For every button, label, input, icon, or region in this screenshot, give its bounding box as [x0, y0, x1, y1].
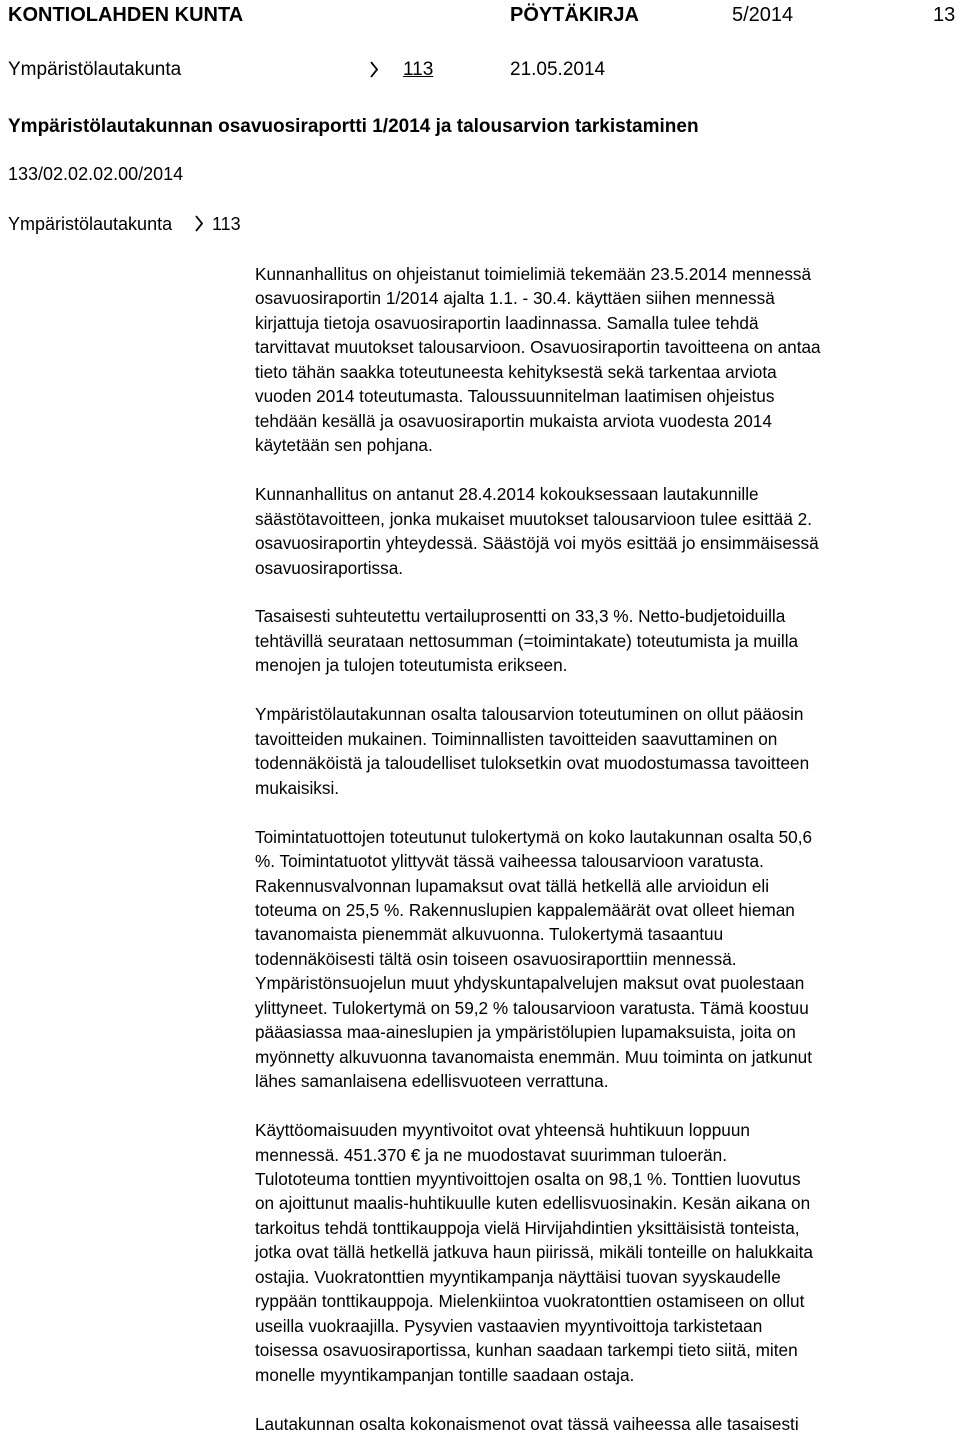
body-line: mennessä. 451.370 € ja ne muodostavat suurimman tuloerän.	[255, 1144, 727, 1165]
body-line: Tulototeuma tonttien myyntivoittojen osalta on 98,1 %. Tonttien luovutus	[255, 1169, 801, 1190]
body-line: Toimintatuottojen toteutunut tulokertymä on koko lautakunnan osalta 50,6	[255, 826, 813, 847]
board-line	[8, 213, 268, 235]
body-line: tarvittavat muutokset talousarvioon. Osavuosiraportin tavoitteena on antaa	[255, 337, 821, 358]
body-line: useilla vuokraajilla. Pysyvien vastaavien myyntivoittoja tarkistetaan	[255, 1315, 763, 1336]
page-number: 13	[933, 4, 956, 26]
body-line: mukaisiksi.	[255, 777, 340, 798]
body-line: toisessa osavuosiraportissa, kunhan saadaan tarkempi tieto siitä, miten	[255, 1340, 798, 1361]
body-line: toteuma on 25,5 %. Rakennuslupien kappalemäärät ovat olleet hieman	[255, 899, 795, 920]
body-line: lähes samanlaisena edellisvuoteen verrattuna.	[255, 1071, 609, 1092]
doc-type: PÖYTÄKIRJA	[510, 4, 639, 26]
body-line: tehtävillä seurataan nettosumman (=toimintakate) toteutumista ja muilla	[255, 630, 799, 651]
body-line: Kunnanhallitus on ohjeistanut toimielimiä tekemään 23.5.2014 mennessä	[255, 264, 812, 284]
body-line: %. Toimintatuotot ylittyvät tässä vaiheessa talousarvioon varatusta.	[255, 851, 764, 872]
document-title: Ympäristölautakunnan osavuosiraportti 1/2014 ja talousarvion tarkistaminen	[8, 116, 699, 137]
body-line: tavoitteiden mukainen. Toiminnallisten tavoitteiden saavuttaminen on	[255, 728, 778, 749]
body-line: monelle myyntikampanjan tontille saadaan ostaja.	[255, 1364, 635, 1385]
body-line: kirjattuja tietoja osavuosiraportin laadinnassa. Samalla tulee tehdä	[255, 312, 759, 333]
section-marker	[370, 59, 460, 81]
body-line: myönnetty alkuvuonna tavanomaista enemmän. Muu toiminta on jatkunut	[255, 1046, 812, 1067]
body-line: todennäköistä ja taloudelliset tuloksetkin ovat muodostumassa tavoitteen	[255, 753, 810, 774]
body-line: Kunnanhallitus on antanut 28.4.2014 kokouksessaan lautakunnille	[255, 484, 759, 505]
section-arrow-icon	[195, 215, 203, 232]
body-line: säästötavoitteen, jonka mukaiset muutokset talousarvioon tulee esittää 2.	[255, 508, 813, 529]
body-line: tieto tähän saakka toteutuneesta kehityksestä sekä tarkentaa arviota	[255, 361, 777, 382]
doc-number: 5/2014	[732, 4, 794, 26]
body-line: Lautakunnan osalta kokonaismenot ovat tässä vaiheessa alle tasaisesti	[255, 1413, 799, 1434]
body-line: tavanomaista pienemmät alkuvuonna. Tulokertymä tasaantuu	[255, 924, 724, 945]
meeting-date: 21.05.2014	[510, 59, 606, 80]
body-line: tehdään kesällä ja osavuosiraportin mukaista arviota vuodesta 2014	[255, 410, 772, 431]
board-name: Ympäristölautakunta	[8, 59, 182, 80]
board-line-name: Ympäristölautakunta	[8, 214, 173, 234]
body-line: tarkoitus tehdä tonttikauppoja vielä Hirvijahdintien yksittäisistä tonteista,	[255, 1217, 800, 1238]
board-line-section: 113	[212, 214, 241, 234]
body-line: käytetään sen pohjana.	[255, 435, 433, 456]
body-line: jotka ovat tällä hetkellä jatkuva haun piirissä, mikäli tonteille on halukkaita	[255, 1242, 813, 1263]
body-line: ostajia. Vuokratonttien myyntikampanja näyttäisi tuovan syyskaudelle	[255, 1266, 781, 1287]
body-line: todennäköisesti tältä osin toiseen osavuosiraporttiin mennessä.	[255, 948, 737, 969]
body-line: osavuosiraportin 1/2014 ajalta 1.1. - 30.4. käyttäen siihen mennessä	[255, 288, 775, 309]
body-line: Ympäristölautakunnan osalta talousarvion toteutuminen on ollut pääosin	[255, 704, 804, 725]
section-arrow-icon	[370, 61, 378, 78]
body-line: Rakennusvalvonnan lupamaksut ovat tällä hetkellä alle arvioidun eli	[255, 875, 770, 896]
body-line: vuoden 2014 toteutumasta. Taloussuunnitelman laatimisen ohjeistus	[255, 386, 775, 407]
body-line: menojen ja tulojen toteutumista erikseen.	[255, 655, 568, 676]
section-number: 113	[403, 59, 434, 80]
body-line: Tasaisesti suhteutettu vertailuprosentti on 33,3 %. Netto-budjetoiduilla	[255, 606, 786, 627]
body-line: Ympäristönsuojelun muut yhdyskuntapalvelujen maksut ovat puolestaan	[255, 973, 805, 994]
body-line: on ajoittunut maalis-huhtikuulle kuten edellisvuosinakin. Kesän aikana on	[255, 1193, 811, 1214]
body-line: ylittyneet. Tulokertymä on 59,2 % talousarvioon varatusta. Tämä koostuu	[255, 997, 809, 1018]
body-line: pääasiassa maa-aineslupien ja ympäristölupien lupamaksuista, joita on	[255, 1022, 796, 1043]
body-line: osavuosiraportin yhteydessä. Säästöjä voi myös esittää jo ensimmäisessä	[255, 533, 819, 554]
org-name: KONTIOLAHDEN KUNTA	[8, 4, 244, 26]
body-line: ryppään tonttikauppoja. Mielenkiintoa vuokratonttien ostamiseen on ollut	[255, 1291, 805, 1312]
body-line: osavuosiraportissa.	[255, 557, 404, 578]
file-code: 133/02.02.02.00/2014	[8, 164, 184, 184]
body-line: Käyttöomaisuuden myyntivoitot ovat yhteensä huhtikuun loppuun	[255, 1120, 750, 1141]
